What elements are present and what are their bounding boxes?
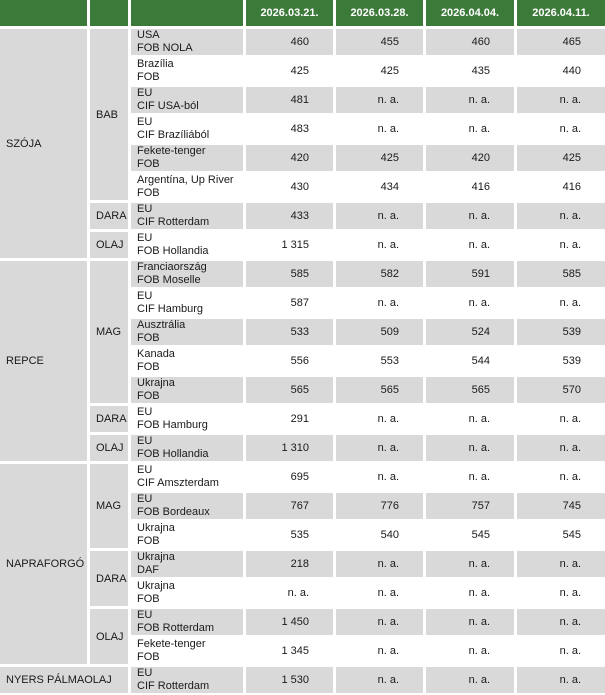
price-value-cell: 539 [517, 348, 605, 374]
market-line: FOB [137, 361, 160, 373]
price-value-cell: 434 [336, 174, 423, 200]
product-type-label-cell: OLAJ [90, 609, 128, 664]
market-cell [131, 638, 243, 664]
price-value-cell: 435 [426, 58, 514, 84]
commodity-label-cell: SZÓJA [0, 29, 87, 258]
table-row [0, 203, 605, 229]
table-row [0, 435, 605, 461]
price-value-cell: n. a. [336, 638, 423, 664]
market-line: Fekete-tenger [137, 638, 206, 650]
price-value-cell: n. a. [517, 435, 605, 461]
commodity-column-header [0, 0, 87, 26]
market-line: CIF Brazíliából [137, 129, 210, 141]
market-line: EU [137, 667, 153, 679]
date-column-header: 2026.03.21. [246, 0, 333, 26]
market-line: FOB [137, 535, 160, 547]
market-line: FOB Hollandia [137, 245, 209, 257]
price-value-cell: n. a. [426, 435, 514, 461]
price-value-cell: n. a. [517, 87, 605, 113]
product-type-label-cell: BAB [90, 29, 128, 200]
price-value-cell: 539 [517, 319, 605, 345]
price-value-cell: n. a. [336, 435, 423, 461]
price-value-cell: n. a. [426, 203, 514, 229]
market-cell [131, 116, 243, 142]
price-value-cell: 291 [246, 406, 333, 432]
price-value-cell: 565 [426, 377, 514, 403]
market-cell [131, 667, 243, 693]
price-value-cell: n. a. [517, 232, 605, 258]
table-row [0, 406, 605, 432]
price-value-cell: 556 [246, 348, 333, 374]
market-cell [131, 203, 243, 229]
price-value-cell: 524 [426, 319, 514, 345]
date-column-header: 2026.04.04. [426, 0, 514, 26]
market-cell [131, 261, 243, 287]
commodity-label-cell: NAPRAFORGÓ [0, 464, 87, 664]
market-line: EU [137, 116, 153, 128]
product-type-label-cell: MAG [90, 464, 128, 548]
price-value-cell: n. a. [336, 580, 423, 606]
market-line: EU [137, 435, 153, 447]
market-line: FOB Bordeaux [137, 506, 210, 518]
price-value-cell: n. a. [426, 464, 514, 490]
product-type-label-cell: OLAJ [90, 435, 128, 461]
price-value-cell: 218 [246, 551, 333, 577]
price-value-cell: 455 [336, 29, 423, 55]
market-line: EU [137, 87, 153, 99]
market-line: CIF Rotterdam [137, 216, 210, 228]
market-line: EU [137, 290, 153, 302]
price-value-cell: 420 [426, 145, 514, 171]
price-value-cell: 776 [336, 493, 423, 519]
market-line: EU [137, 609, 153, 621]
price-value-cell: n. a. [517, 667, 605, 693]
price-value-cell: 745 [517, 493, 605, 519]
price-value-cell: n. a. [426, 232, 514, 258]
price-value-cell: n. a. [246, 580, 333, 606]
price-value-cell: 585 [246, 261, 333, 287]
price-value-cell: n. a. [336, 116, 423, 142]
price-value-cell: n. a. [336, 290, 423, 316]
price-value-cell: 425 [517, 145, 605, 171]
price-value-cell: 425 [246, 58, 333, 84]
price-value-cell: 767 [246, 493, 333, 519]
table-row [0, 667, 605, 693]
market-line: FOB [137, 390, 160, 402]
price-value-cell: 540 [336, 522, 423, 548]
price-value-cell: n. a. [517, 406, 605, 432]
price-value-cell: n. a. [517, 609, 605, 635]
price-value-cell: 460 [246, 29, 333, 55]
price-value-cell: 545 [517, 522, 605, 548]
product-type-label-cell: DARA [90, 551, 128, 606]
market-line: Argentína, Up River [137, 174, 234, 186]
market-line: Ukrajna [137, 377, 175, 389]
market-cell [131, 58, 243, 84]
price-value-cell: n. a. [336, 464, 423, 490]
price-value-cell: 533 [246, 319, 333, 345]
price-value-cell: n. a. [336, 87, 423, 113]
price-value-cell: n. a. [336, 609, 423, 635]
price-value-cell: 582 [336, 261, 423, 287]
commodity-label-cell: NYERS PÁLMAOLAJ [0, 667, 128, 693]
price-value-cell: n. a. [336, 232, 423, 258]
price-table-body [0, 29, 605, 693]
table-row [0, 232, 605, 258]
price-value-cell: 565 [336, 377, 423, 403]
market-cell [131, 493, 243, 519]
market-line: Ukrajna [137, 551, 175, 563]
date-column-header: 2026.03.28. [336, 0, 423, 26]
market-cell [131, 377, 243, 403]
market-cell [131, 348, 243, 374]
price-value-cell: 483 [246, 116, 333, 142]
price-value-cell: 420 [246, 145, 333, 171]
market-cell [131, 232, 243, 258]
price-value-cell: 535 [246, 522, 333, 548]
market-cell [131, 319, 243, 345]
price-value-cell: 465 [517, 29, 605, 55]
price-value-cell: 416 [426, 174, 514, 200]
price-value-cell: 587 [246, 290, 333, 316]
price-value-cell: 1 315 [246, 232, 333, 258]
market-cell [131, 464, 243, 490]
market-cell [131, 551, 243, 577]
market-line: CIF USA-ból [137, 100, 199, 112]
price-value-cell: n. a. [426, 116, 514, 142]
market-line: FOB NOLA [137, 42, 193, 54]
market-line: DAF [137, 564, 159, 576]
price-value-cell: 565 [246, 377, 333, 403]
market-line: EU [137, 232, 153, 244]
price-value-cell: 570 [517, 377, 605, 403]
market-line: FOB [137, 158, 160, 170]
price-value-cell: n. a. [336, 406, 423, 432]
market-cell [131, 406, 243, 432]
market-cell [131, 174, 243, 200]
market-line: EU [137, 464, 153, 476]
price-value-cell: 695 [246, 464, 333, 490]
price-value-cell: 544 [426, 348, 514, 374]
price-value-cell: n. a. [336, 667, 423, 693]
market-line: FOB [137, 187, 160, 199]
price-value-cell: n. a. [517, 551, 605, 577]
table-row [0, 609, 605, 635]
market-line: CIF Hamburg [137, 303, 204, 315]
price-value-cell: n. a. [426, 638, 514, 664]
market-cell [131, 522, 243, 548]
price-value-cell: 1 345 [246, 638, 333, 664]
date-column-header: 2026.04.11. [517, 0, 605, 26]
product-type-label-cell: OLAJ [90, 232, 128, 258]
market-line: FOB Rotterdam [137, 622, 215, 634]
price-value-cell: 1 450 [246, 609, 333, 635]
price-value-cell: n. a. [517, 290, 605, 316]
price-value-cell: 509 [336, 319, 423, 345]
market-line: CIF Amszterdam [137, 477, 219, 489]
price-value-cell: 1 530 [246, 667, 333, 693]
price-value-cell: 433 [246, 203, 333, 229]
table-row [0, 464, 605, 490]
market-column-header [131, 0, 243, 26]
table-row [0, 261, 605, 287]
price-value-cell: n. a. [517, 203, 605, 229]
price-value-cell: 585 [517, 261, 605, 287]
table-row [0, 551, 605, 577]
price-value-cell: n. a. [517, 464, 605, 490]
price-value-cell: 757 [426, 493, 514, 519]
market-cell [131, 145, 243, 171]
header-row [0, 0, 605, 26]
market-line: FOB [137, 71, 160, 83]
market-cell [131, 87, 243, 113]
price-value-cell: n. a. [426, 406, 514, 432]
price-value-cell: n. a. [426, 290, 514, 316]
commodity-label-cell: REPCE [0, 261, 87, 461]
price-value-cell: n. a. [426, 609, 514, 635]
price-value-cell: n. a. [517, 116, 605, 142]
market-line: FOB [137, 332, 160, 344]
market-line: CIF Rotterdam [137, 680, 210, 692]
price-value-cell: n. a. [426, 580, 514, 606]
market-cell [131, 609, 243, 635]
price-value-cell: 416 [517, 174, 605, 200]
market-line: FOB Hollandia [137, 448, 209, 460]
table-row [0, 29, 605, 55]
market-line: FOB [137, 651, 160, 663]
market-line: EU [137, 203, 153, 215]
market-line: Franciaország [137, 261, 207, 273]
market-line: EU [137, 406, 153, 418]
market-line: Fekete-tenger [137, 145, 206, 157]
price-value-cell: n. a. [517, 580, 605, 606]
market-cell [131, 290, 243, 316]
market-line: FOB Hamburg [137, 419, 208, 431]
product-type-label-cell: DARA [90, 406, 128, 432]
price-value-cell: n. a. [336, 203, 423, 229]
market-line: Ausztrália [137, 319, 186, 331]
market-cell [131, 580, 243, 606]
price-value-cell: 430 [246, 174, 333, 200]
price-value-cell: n. a. [426, 87, 514, 113]
market-line: USA [137, 29, 160, 41]
product-type-label-cell: DARA [90, 203, 128, 229]
price-value-cell: 553 [336, 348, 423, 374]
market-line: EU [137, 493, 153, 505]
product-type-label-cell: MAG [90, 261, 128, 403]
price-value-cell: n. a. [426, 551, 514, 577]
market-cell [131, 29, 243, 55]
price-value-cell: 460 [426, 29, 514, 55]
price-value-cell: 591 [426, 261, 514, 287]
market-line: FOB Moselle [137, 274, 201, 286]
market-line: Kanada [137, 348, 175, 360]
market-line: Ukrajna [137, 522, 175, 534]
market-line: FOB [137, 593, 160, 605]
price-value-cell: n. a. [336, 551, 423, 577]
price-value-cell: 1 310 [246, 435, 333, 461]
price-value-cell: 425 [336, 145, 423, 171]
price-value-cell: n. a. [426, 667, 514, 693]
price-value-cell: 440 [517, 58, 605, 84]
price-value-cell: 425 [336, 58, 423, 84]
price-value-cell: 545 [426, 522, 514, 548]
price-value-cell: 481 [246, 87, 333, 113]
price-value-cell: n. a. [517, 638, 605, 664]
product-type-column-header [90, 0, 128, 26]
market-line: Ukrajna [137, 580, 175, 592]
market-line: Brazília [137, 58, 174, 70]
market-cell [131, 435, 243, 461]
